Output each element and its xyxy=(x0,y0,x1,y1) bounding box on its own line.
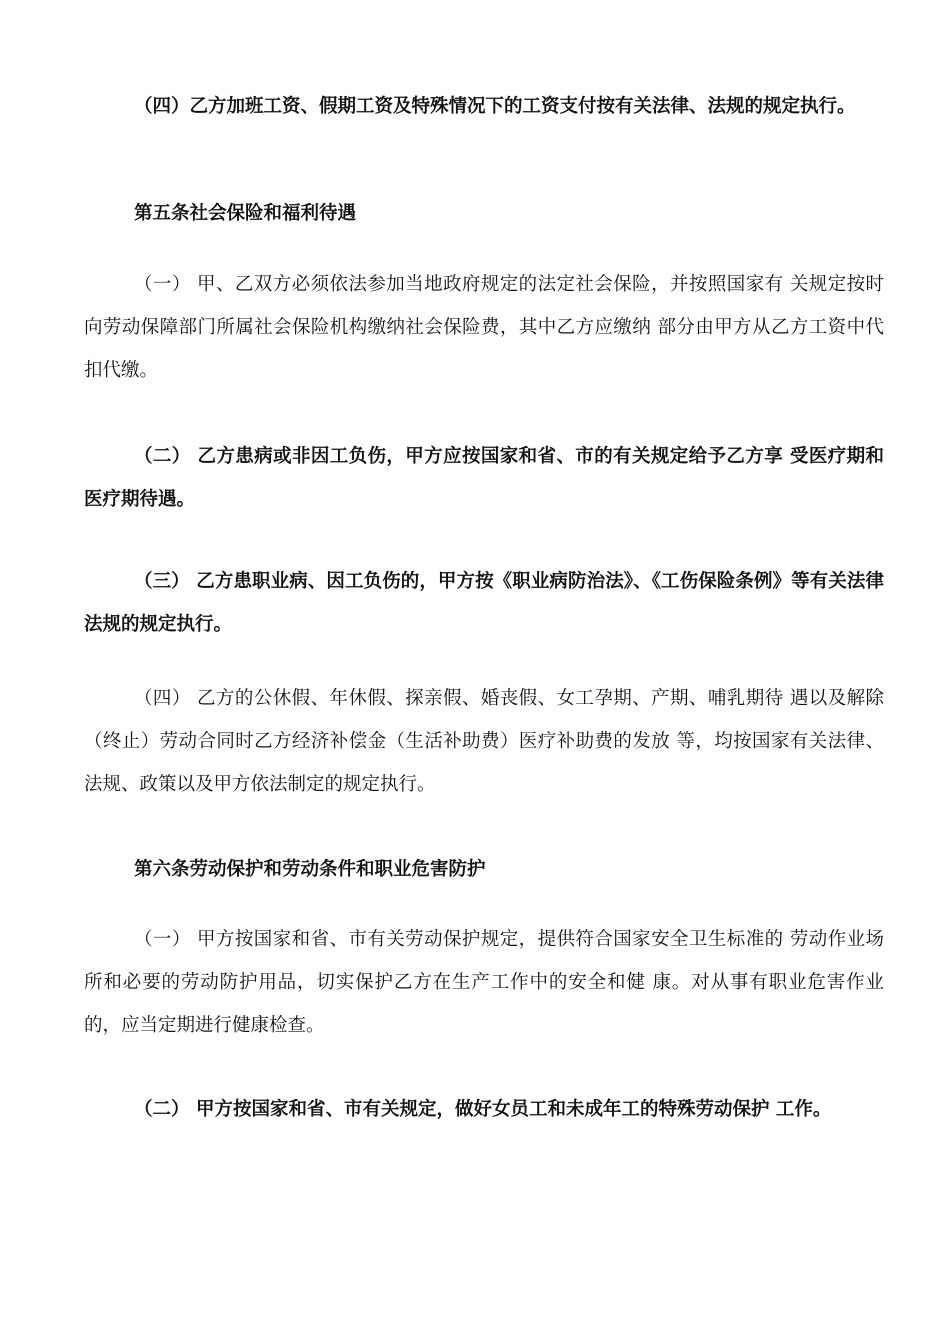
paragraph-overtime-pay: （四）乙方加班工资、假期工资及特殊情况下的工资支付按有关法律、法规的规定执行。 xyxy=(134,96,856,117)
paragraph-social-insurance: （一） 甲、乙双方必须依法参加当地政府规定的法定社会保险，并按照国家有 关规定按时向劳动保障部门所属社会保险机构缴纳社会保险费，其中乙方应缴纳 部分由甲方从乙方工资中代扣代缴。 xyxy=(84,274,884,381)
article-6-heading: 第六条劳动保护和劳动条件和职业危害防护 xyxy=(134,859,486,880)
paragraph-special-protection: （二） 甲方按国家和省、市有关规定，做好女员工和未成年工的特殊劳动保护 工作。 xyxy=(134,1099,832,1120)
paragraph-occupational-disease: （三） 乙方患职业病、因工负伤的，甲方按《职业病防治法》、《工伤保险条例》等有关法律法规的规定执行。 xyxy=(84,571,884,635)
paragraph-leave-benefits: （四） 乙方的公休假、年休假、探亲假、婚丧假、女工孕期、产期、哺乳期待 遇以及解除（终止）劳动合同时乙方经济补偿金（生活补助费）医疗补助费的发放 等，均按国家有关法律、法规、政策以及甲方依法制定的规定执行。 xyxy=(84,688,884,795)
article-5-heading: 第五条社会保险和福利待遇 xyxy=(134,203,357,224)
paragraph-medical-period: （二） 乙方患病或非因工负伤，甲方应按国家和省、市的有关规定给予乙方享 受医疗期和医疗期待遇。 xyxy=(84,446,884,510)
paragraph-labor-protection: （一） 甲方按国家和省、市有关劳动保护规定，提供符合国家安全卫生标准的 劳动作业场所和必要的劳动防护用品，切实保护乙方在生产工作中的安全和健 康。对从事有职业危害作业的，应当定期进行健康检查。 xyxy=(84,929,884,1036)
